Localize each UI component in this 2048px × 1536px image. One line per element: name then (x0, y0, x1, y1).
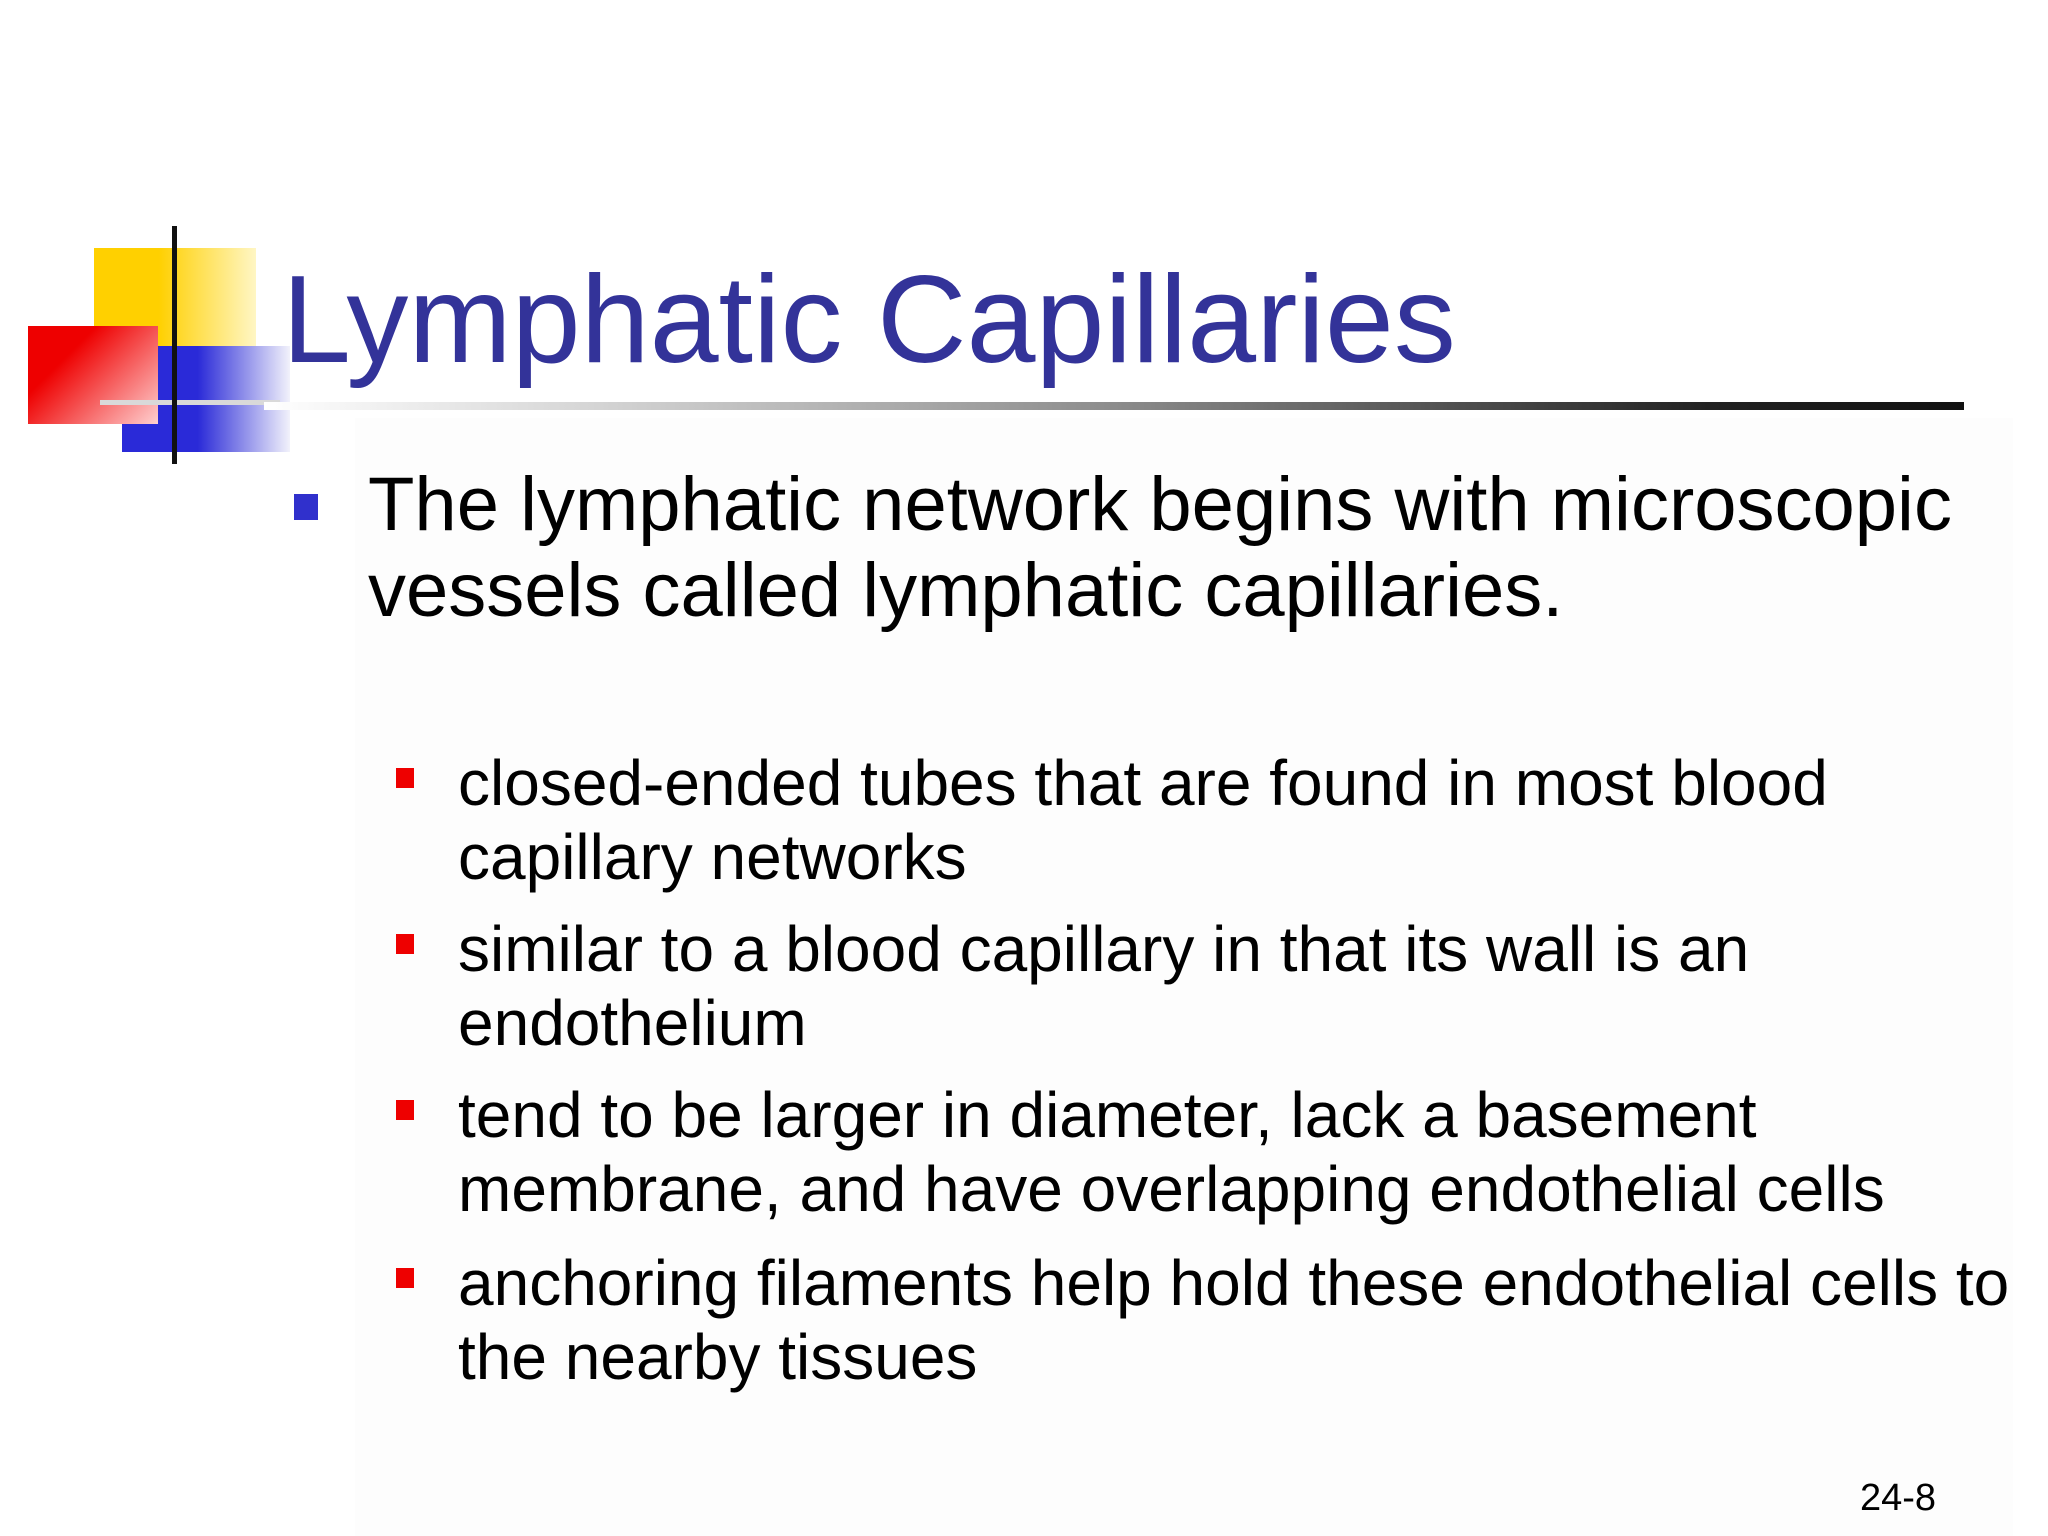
sub-bullet-text: similar to a blood capillary in that its wall is an endothelium (458, 913, 1750, 1059)
decorative-logo-blocks (0, 0, 300, 480)
decorative-horizontal-line (100, 400, 280, 405)
red-square-bullet-icon (396, 1268, 414, 1288)
sub-bullet-text: anchoring filaments help hold these endothelial cells to the nearby tissues (458, 1247, 2010, 1393)
red-square-shape (28, 326, 158, 424)
red-square-bullet-icon (396, 1100, 414, 1120)
title-underline-rule (264, 402, 1964, 410)
sub-bullet-text: tend to be larger in diameter, lack a basement membrane, and have overlapping endothelial cells (458, 1079, 1885, 1225)
blue-square-bullet-icon (294, 494, 318, 520)
decorative-vertical-line (172, 226, 177, 464)
main-bullet-text: The lymphatic network begins with microscopic vessels called lymphatic capillaries. (368, 462, 1952, 633)
red-square-bullet-icon (396, 934, 414, 954)
sub-bullet-text: closed-ended tubes that are found in most blood capillary networks (458, 747, 1828, 893)
red-square-bullet-icon (396, 768, 414, 788)
slide-number: 24-8 (1860, 1477, 1937, 1519)
slide-title: Lymphatic Capillaries (282, 251, 1456, 389)
